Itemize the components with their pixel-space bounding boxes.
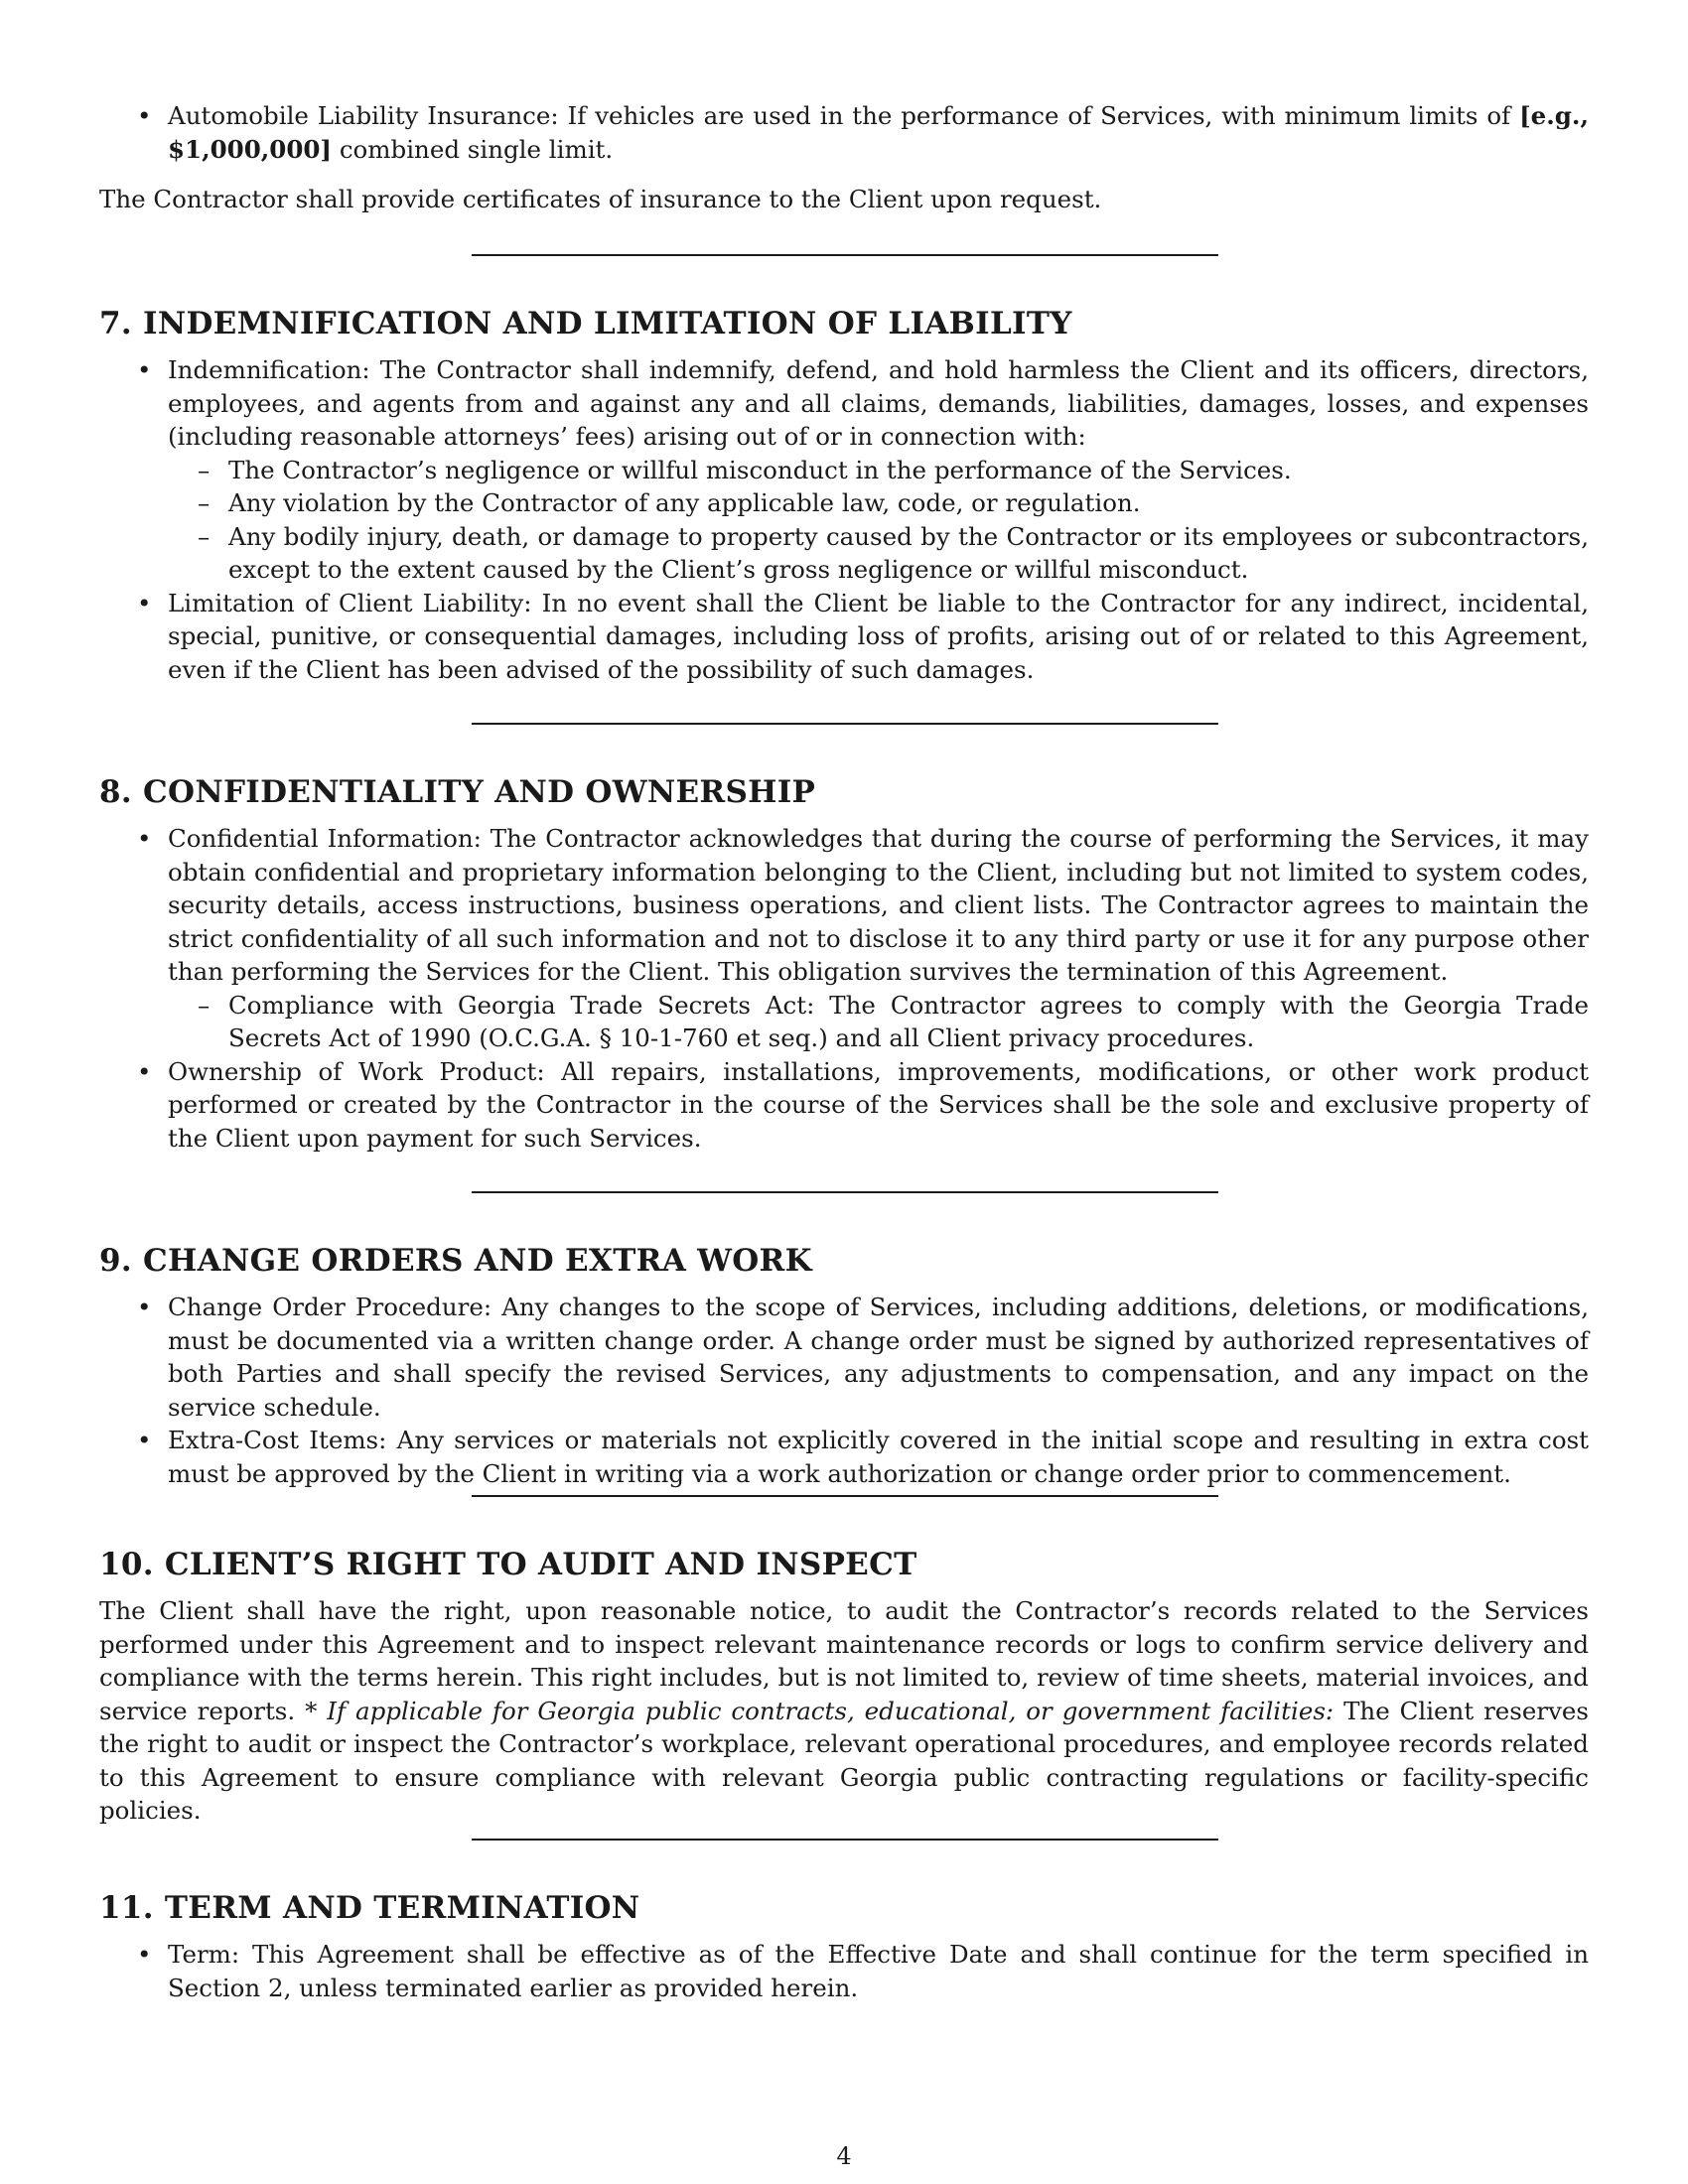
extra-cost-item: • Extra-Cost Items: Any services or materials not explicitly covered in the initial scope and resulting in extra cost must be approved by the Client in writing via a work authorization or change order prior to commencement. <box>99 1424 1589 1490</box>
audit-star: * <box>305 1696 328 1725</box>
insurance-list <box>99 99 1589 166</box>
confidential-item <box>99 822 1589 1055</box>
confidential-sublist <box>168 989 1589 1055</box>
confidential-text: Confidential Information: The Contractor acknowledges that during the course of performing the Services, it may obtain confidential and proprietary information belonging to the Client, including but not limited to system codes, security details, access instructions, business operations, and client lists. The Contractor agrees to maintain the strict confidentiality of all such information and not to disclose it to any third party or use it for any purpose other than performing the Services for the Client. This obligation survives the termination of this Agreement. <box>168 824 1589 986</box>
sub-item: – Any violation by the Contractor of any applicable law, code, or regulation. <box>168 486 1589 520</box>
audit-tail: The Client reserves the right to audit or inspect the Contractor’s workplace, relevant operational procedures, and employee records related to this Agreement to ensure compliance with relevant Georgia public contracting regulations or facility-specific policies. <box>99 1696 1589 1825</box>
section-11-heading: 11. TERM AND TERMINATION <box>99 1890 640 1926</box>
section-divider <box>472 723 1218 725</box>
section-7-heading: 7. INDEMNIFICATION AND LIMITATION OF LIABILITY <box>99 306 1072 341</box>
audit-italic-note: If applicable for Georgia public contracts, educational, or government facilities: <box>327 1696 1335 1725</box>
change-order-item: • Change Order Procedure: Any changes to the scope of Services, including additions, deletions, or modifications, must be documented via a written change order. A change order must be signed by authorized representatives of both Parties and shall specify the revised Services, any adjustments to compensation, and any impact on the service schedule. <box>99 1291 1589 1424</box>
section-divider <box>472 1495 1218 1497</box>
auto-insurance-limit: [e.g., $1,000,000] <box>168 101 1589 164</box>
section-11-list <box>99 1938 1589 2004</box>
auto-insurance-item <box>99 99 1589 166</box>
certificates-paragraph: The Contractor shall provide certificates of insurance to the Client upon request. <box>99 185 1102 213</box>
audit-paragraph <box>99 1594 1589 1828</box>
auto-insurance-tail: combined single limit. <box>332 134 614 164</box>
ownership-item: • Ownership of Work Product: All repairs, installations, improvements, modifications, or other work product performed or created by the Contractor in the course of the Services shall be the sole and exclusive property of the Client upon payment for such Services. <box>99 1055 1589 1156</box>
auto-insurance-text: Automobile Liability Insurance: If vehicles are used in the performance of Services, with minimum limits of <box>168 101 1520 130</box>
indemnification-item <box>99 353 1589 587</box>
page-number: 4 <box>836 2142 852 2170</box>
audit-body: The Client shall have the right, upon reasonable notice, to audit the Contractor’s records related to the Services performed under this Agreement and to inspect relevant maintenance records or logs to confirm service delivery and compliance with the terms herein. This right includes, but is not limited to, review of time sheets, material invoices, and service reports. <box>99 1596 1589 1725</box>
sub-item: – Compliance with Georgia Trade Secrets Act: The Contractor agrees to comply with the Georgia Trade Secrets Act of 1990 (O.C.G.A. § 10-1-760 et seq.) and all Client privacy procedures. <box>168 989 1589 1055</box>
section-7-list <box>99 353 1589 686</box>
limitation-item: • Limitation of Client Liability: In no event shall the Client be liable to the Contractor for any indirect, incidental, special, punitive, or consequential damages, including loss of profits, arising out of or related to this Agreement, even if the Client has been advised of the possibility of such damages. <box>99 587 1589 687</box>
section-9-heading: 9. CHANGE ORDERS AND EXTRA WORK <box>99 1243 812 1279</box>
sub-item: – Any bodily injury, death, or damage to property caused by the Contractor or its employees or subcontractors, except to the extent caused by the Client’s gross negligence or willful misconduct. <box>168 520 1589 587</box>
section-10-heading: 10. CLIENT’S RIGHT TO AUDIT AND INSPECT <box>99 1547 917 1582</box>
sub-item: – The Contractor’s negligence or willful misconduct in the performance of the Services. <box>168 454 1589 487</box>
section-divider <box>472 1191 1218 1193</box>
section-8-list <box>99 822 1589 1155</box>
indemnification-text: Indemnification: The Contractor shall indemnify, defend, and hold harmless the Client and its officers, directors, employees, and agents from and against any and all claims, demands, liabilities, damages, losses, and expenses (including reasonable attorneys’ fees) arising out of or in connection with: <box>168 355 1589 451</box>
section-8-heading: 8. CONFIDENTIALITY AND OWNERSHIP <box>99 774 816 810</box>
section-divider <box>472 254 1218 256</box>
section-divider <box>472 1839 1218 1841</box>
section-9-list <box>99 1291 1589 1490</box>
indemnification-sublist <box>168 454 1589 587</box>
term-item: • Term: This Agreement shall be effective as of the Effective Date and shall continue for the term specified in Section 2, unless terminated earlier as provided herein. <box>99 1938 1589 2004</box>
